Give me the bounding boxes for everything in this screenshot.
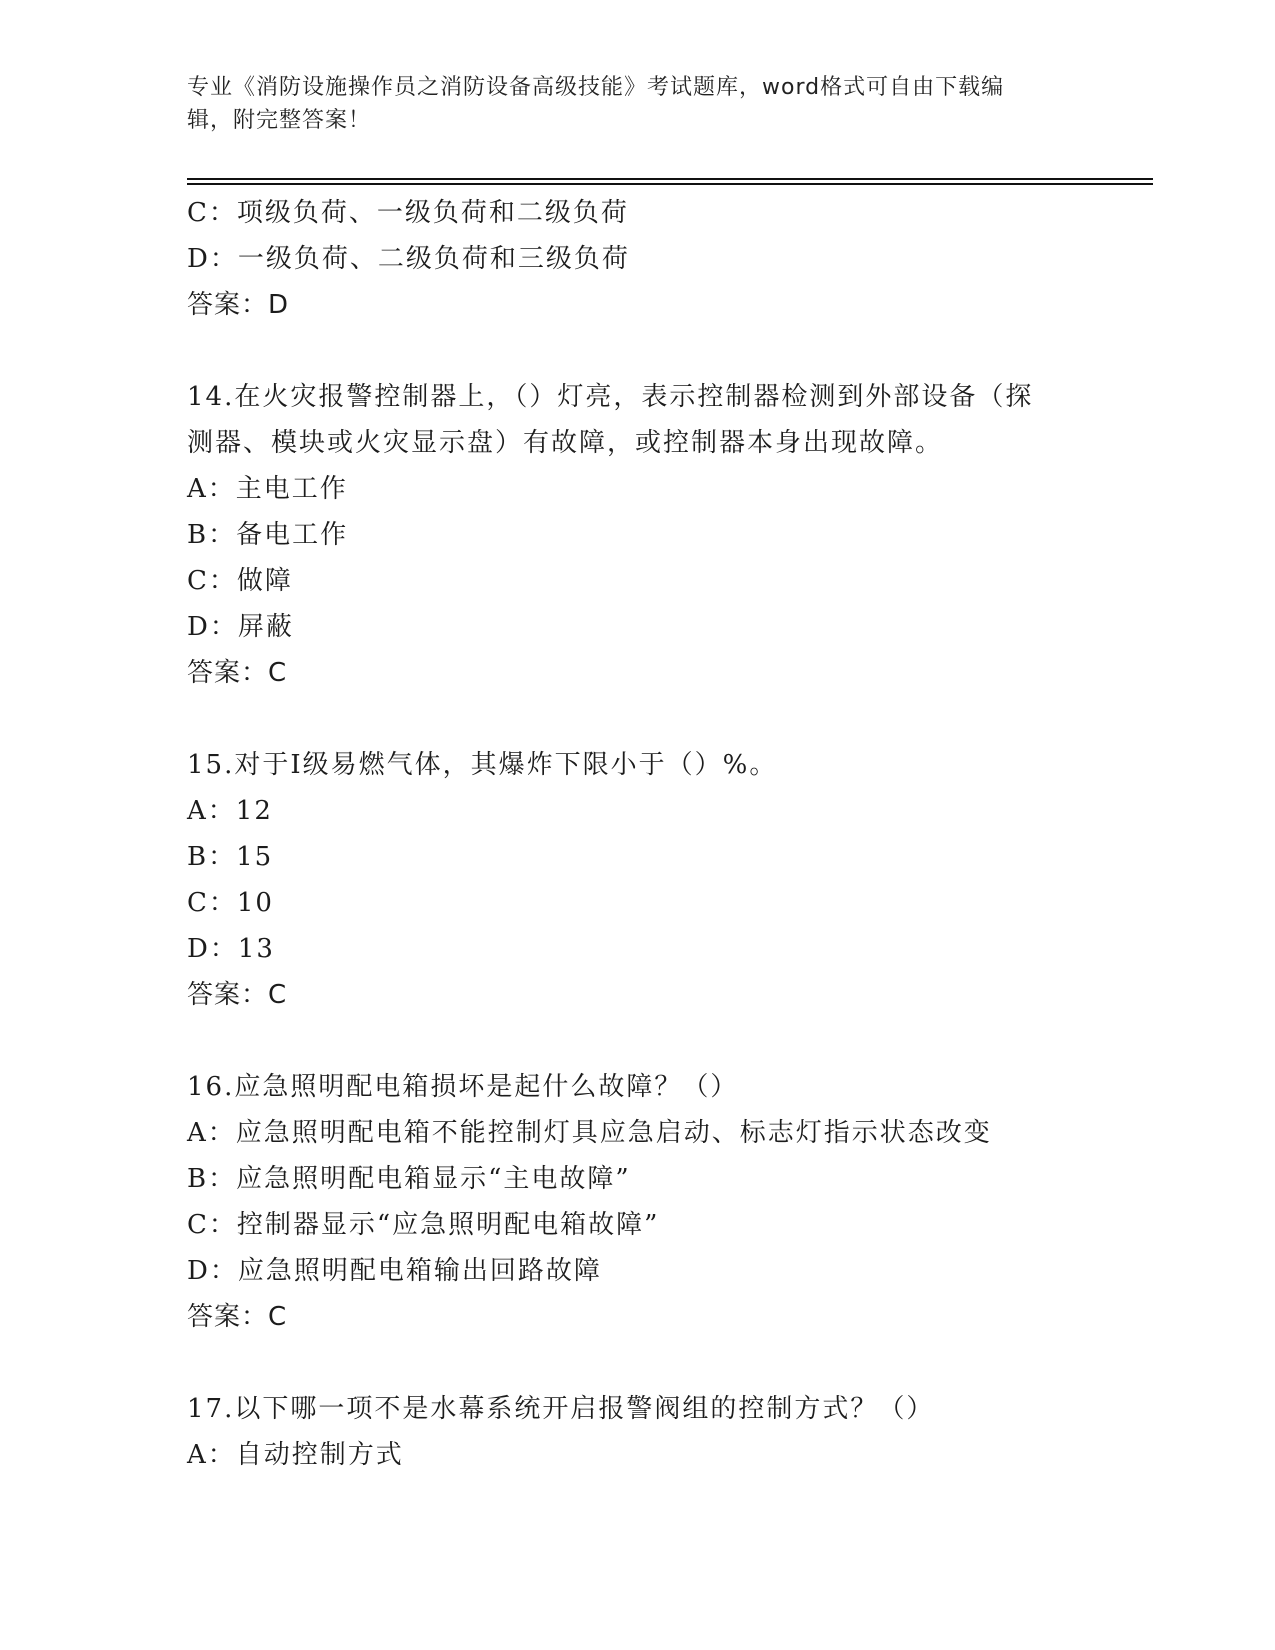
option-b: B：15 xyxy=(187,842,274,872)
answer-line: 答案：D xyxy=(187,290,290,320)
spacer xyxy=(187,696,1087,742)
question-stem-line-1: 16.应急照明配电箱损坏是起什么故障？（） xyxy=(187,1072,739,1102)
option-d: D：一级负荷、二级负荷和三级负荷 xyxy=(187,244,630,274)
question-13-tail xyxy=(187,190,1087,328)
header-divider-bottom xyxy=(187,183,1153,185)
spacer xyxy=(187,1018,1087,1064)
header-line-1: 专业《消防设施操作员之消防设备高级技能》考试题库，word格式可自由下载编 xyxy=(187,75,1005,100)
spacer xyxy=(187,328,1087,374)
option-d: D：13 xyxy=(187,934,275,964)
question-15 xyxy=(187,742,1087,1018)
answer-line: 答案：C xyxy=(187,658,288,688)
option-d: D：屏蔽 xyxy=(187,612,294,642)
option-b: B：应急照明配电箱显示“主电故障” xyxy=(187,1164,631,1194)
option-a: A：应急照明配电箱不能控制灯具应急启动、标志灯指示状态改变 xyxy=(187,1118,992,1148)
spacer xyxy=(187,1340,1087,1386)
option-c: C：项级负荷、一级负荷和二级负荷 xyxy=(187,198,629,228)
question-16 xyxy=(187,1064,1087,1340)
option-b: B：备电工作 xyxy=(187,520,349,550)
option-a: A：自动控制方式 xyxy=(187,1440,404,1470)
question-stem-line-1: 14.在火灾报警控制器上，（）灯亮，表示控制器检测到外部设备（探 xyxy=(187,382,1034,412)
question-stem-line-1: 15.对于Ⅰ级易燃气体，其爆炸下限小于（）%。 xyxy=(187,750,778,780)
answer-line: 答案：C xyxy=(187,980,288,1010)
option-c: C：10 xyxy=(187,888,274,918)
option-c: C：控制器显示“应急照明配电箱故障” xyxy=(187,1210,660,1240)
question-stem-line-2: 测器、模块或火灾显示盘）有故障，或控制器本身出现故障。 xyxy=(187,428,944,458)
document-header xyxy=(187,71,1077,137)
question-17 xyxy=(187,1386,1087,1478)
option-c: C：做障 xyxy=(187,566,293,596)
question-stem-line-1: 17.以下哪一项不是水幕系统开启报警阀组的控制方式？（） xyxy=(187,1394,935,1424)
answer-line: 答案：C xyxy=(187,1302,288,1332)
header-divider-top xyxy=(187,178,1153,180)
question-14 xyxy=(187,374,1087,696)
option-a: A：主电工作 xyxy=(187,474,348,504)
header-line-2: 辑，附完整答案！ xyxy=(187,108,372,133)
option-d: D：应急照明配电箱输出回路故障 xyxy=(187,1256,602,1286)
option-a: A：12 xyxy=(187,796,273,826)
question-content xyxy=(187,190,1087,1478)
